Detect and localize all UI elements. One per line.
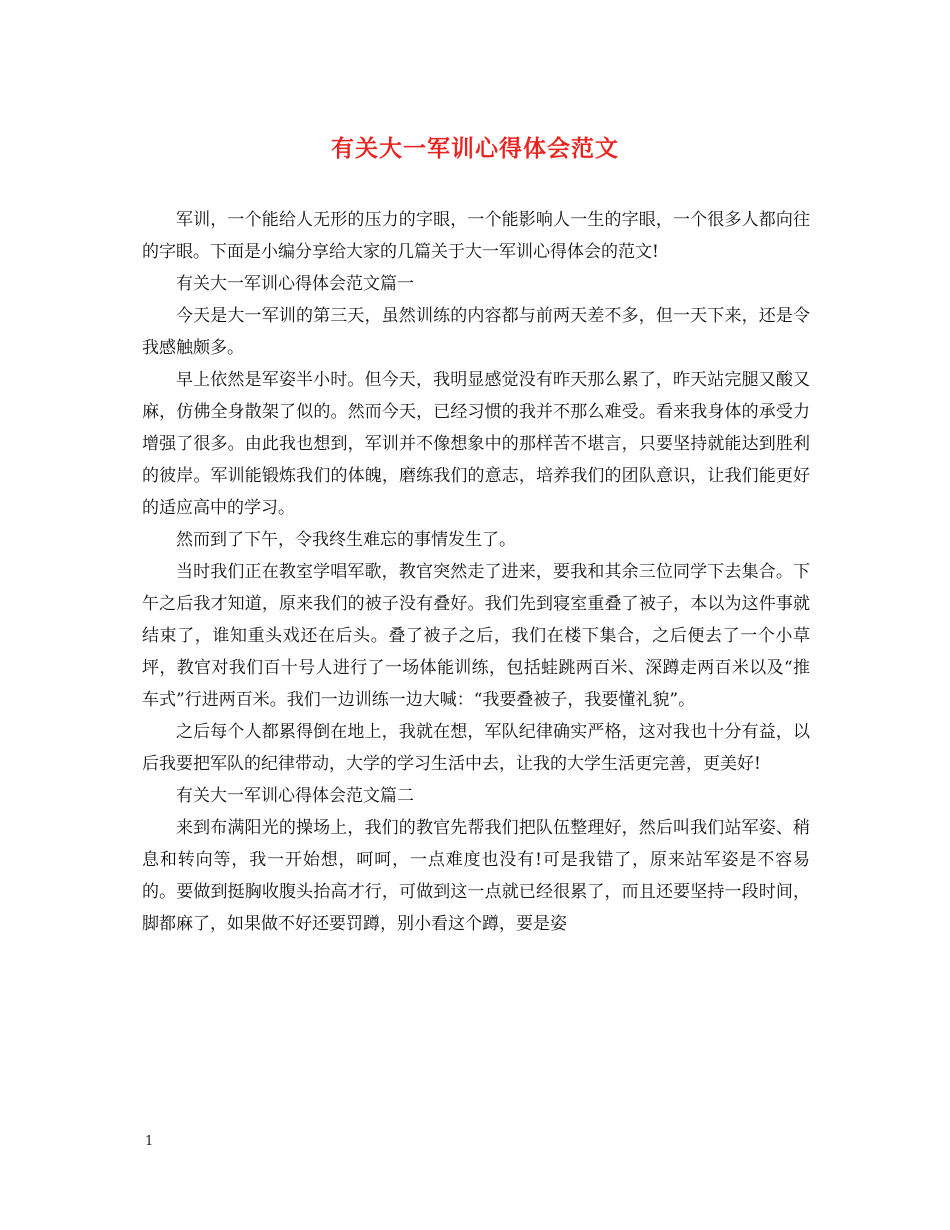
- paragraph: 来到布满阳光的操场上，我们的教官先帮我们把队伍整理好，然后叫我们站军姿、稍息和转向等，我一开始想，呵呵，一点难度也没有!可是我错了，原来站军姿是不容易的。要做到挺胸收腹头抬高才行，可做到这一点就已经很累了，而且还要坚持一段时间，脚都麻了，如果做不好还要罚蹲，别小看这个蹲，要是姿: [142, 818, 810, 934]
- paragraph: 然而到了下午，令我终生难忘的事情发生了。: [176, 530, 516, 550]
- paragraph: 早上依然是军姿半小时。但今天，我明显感觉没有昨天那么累了，昨天站完腿又酸又麻，仿佛全身散架了似的。然而今天，已经习惯的我并不那么难受。看来我身体的承受力增强了很多。由此我也想到，军训并不像想象中的那样苦不堪言，只要坚持就能达到胜利的彼岸。军训能锻炼我们的体魄，磨练我们的意志，培养我们的团队意识，让我们能更好的适应高中的学习。: [142, 370, 810, 518]
- paragraph-intro: 军训，一个能给人无形的压力的字眼，一个能影响人一生的字眼，一个很多人都向往的字眼。下面是小编分享给大家的几篇关于大一军训心得体会的范文!: [142, 210, 810, 262]
- paragraph: 今天是大一军训的第三天，虽然训练的内容都与前两天差不多，但一天下来，还是令我感触颇多。: [142, 306, 810, 358]
- paragraph: 之后每个人都累得倒在地上，我就在想，军队纪律确实严格，这对我也十分有益，以后我要把军队的纪律带动，大学的学习生活中去，让我的大学生活更完善，更美好!: [142, 722, 810, 774]
- document-title: 有关大一军训心得体会范文: [331, 135, 619, 162]
- paragraph: 当时我们正在教室学唱军歌，教官突然走了进来，要我和其余三位同学下去集合。下午之后我才知道，原来我们的被子没有叠好。我们先到寝室重叠了被子，本以为这件事就结束了，谁知重头戏还在后头。叠了被子之后，我们在楼下集合，之后便去了一个小草坪，教官对我们百十号人进行了一场体能训练，包括蛙跳两百米、深蹲走两百米以及“推车式”行进两百米。我们一边训练一边大喊：“我要叠被子，我要懂礼貌”。: [142, 562, 810, 710]
- section-heading-1: 有关大一军训心得体会范文篇一: [176, 274, 414, 294]
- page-number: 1: [145, 1134, 154, 1149]
- document-body: [142, 204, 810, 940]
- section-heading-2: 有关大一军训心得体会范文篇二: [176, 786, 414, 806]
